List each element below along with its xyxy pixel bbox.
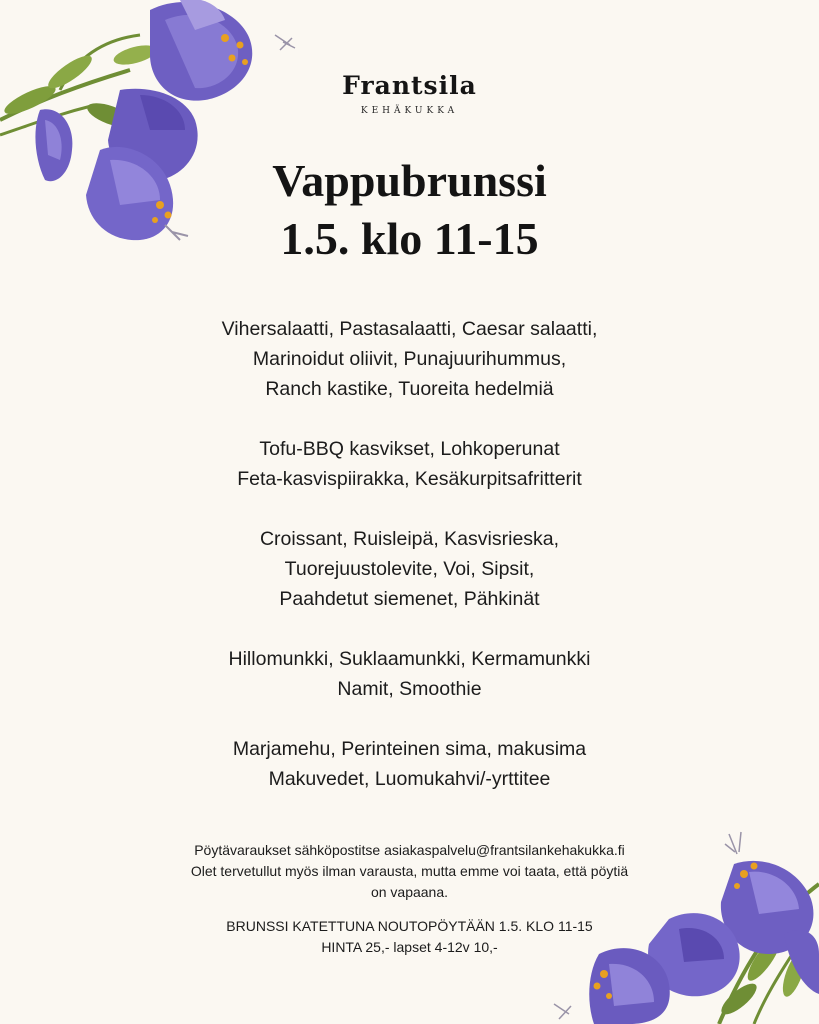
logo-subtitle: KEHÄKUKKA <box>360 106 459 116</box>
menu-line: Marjamehu, Perinteinen sima, makusima <box>232 738 587 760</box>
reservation-note-text: Olet tervetullut myös ilman varausta, mutta emme voi taata, että pöytiä <box>190 863 629 879</box>
menu-group-warm-dishes <box>0 434 819 494</box>
menu-group-breads <box>0 524 819 614</box>
menu-line: Makuvedet, Luomukahvi/-yrttitee <box>268 768 551 790</box>
menu-line: Feta-kasvispiirakka, Kesäkurpitsafritterit <box>237 468 582 490</box>
title-name: Vappubrunssi <box>272 155 547 206</box>
reservation-email-text: Pöytävaraukset sähköpostitse asiakaspalvelu@frantsilankehakukka.fi <box>194 842 625 858</box>
price-text: HINTA 25,- lapset 4-12v 10,- <box>321 939 498 955</box>
menu-list <box>0 314 819 824</box>
menu-line: Tofu-BBQ kasvikset, Lohkoperunat <box>259 438 560 460</box>
logo-wordmark: Frantsila <box>342 71 477 100</box>
menu-line: Croissant, Ruisleipä, Kasvisrieska, <box>259 528 560 550</box>
menu-line: Namit, Smoothie <box>337 678 482 700</box>
menu-group-sweets <box>0 644 819 704</box>
menu-group-drinks <box>0 734 819 794</box>
brunch-time-text: BRUNSSI KATETTUNA NOUTOPÖYTÄÄN 1.5. KLO 11-15 <box>226 918 593 934</box>
reservation-note-text-cont: on vapaana. <box>370 884 449 900</box>
menu-group-salads <box>0 314 819 404</box>
menu-line: Ranch kastike, Tuoreita hedelmiä <box>265 378 554 400</box>
brand-logo <box>0 70 819 116</box>
menu-line: Paahdetut siemenet, Pähkinät <box>279 588 540 610</box>
menu-line: Marinoidut oliivit, Punajuurihummus, <box>252 348 567 370</box>
menu-line: Hillomunkki, Suklaamunkki, Kermamunkki <box>228 648 591 670</box>
event-title <box>0 152 819 268</box>
reservation-info <box>0 840 819 958</box>
menu-line: Tuorejuustolevite, Voi, Sipsit, <box>284 558 535 580</box>
menu-line: Vihersalaatti, Pastasalaatti, Caesar salaatti, <box>221 318 598 340</box>
title-date-time: 1.5. klo 11-15 <box>280 213 539 264</box>
